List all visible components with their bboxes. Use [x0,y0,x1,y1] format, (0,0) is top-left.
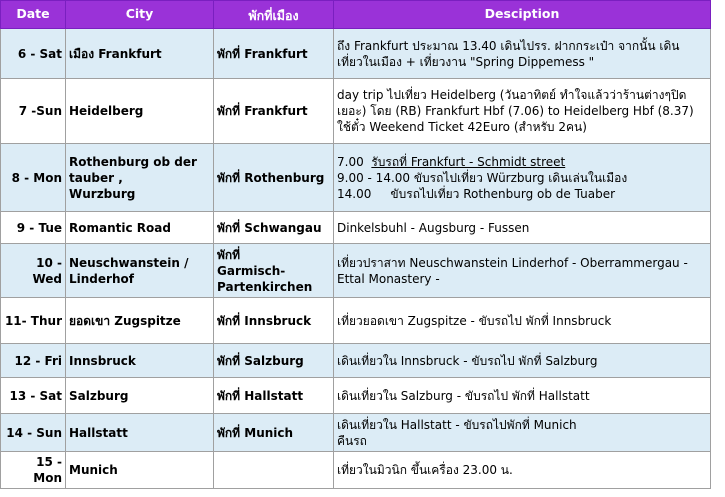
row-date: 15 - Mon [1,452,66,489]
row-description [334,378,711,414]
row-city: Salzburg [66,378,214,414]
desc-line: Ettal Monastery - [337,271,440,286]
table-row [1,378,711,414]
city-line: Neuschwanstein / [69,255,189,270]
desc-line: เดินเที่ยวใน Innsbruck - ขับรถไป พักที่ Salzburg [337,353,598,368]
row-city [66,244,214,298]
row-date: 12 - Fri [1,344,66,378]
car-pickup-text: รับรถที่ Frankfurt - Schmidt street [371,154,566,169]
row-city: Munich [66,452,214,489]
row-description [334,29,711,79]
table-row [1,452,711,489]
row-city: Innsbruck [66,344,214,378]
desc-line: ถึง Frankfurt ประมาณ 13.40 เดินไปรร. ฝากกระเป๋า จากนั้น เดิน [337,38,680,53]
row-description [334,344,711,378]
row-description [334,298,711,344]
row-date: 7 -Sun [1,79,66,144]
desc-line: เดินเที่ยวใน Hallstatt - ขับรถไปพักที่ Munich [337,417,577,432]
row-date: 11- Thur [1,298,66,344]
header-city: City [66,1,214,29]
table-row [1,79,711,144]
header-description: Desciption [334,1,711,29]
row-date: 10 - Wed [1,244,66,298]
row-description [334,79,711,144]
desc-line [337,154,707,170]
header-date: Date [1,1,66,29]
table-row [1,212,711,244]
header-row [1,1,711,29]
header-stay: พักที่เมือง [214,1,334,29]
row-stay: พักที่ Hallstatt [214,378,334,414]
desc-line: 14.00 ขับรถไปเที่ยว Rothenburg ob de Tuaber [337,186,616,201]
row-stay: พักที่ Innsbruck [214,298,334,344]
row-stay: พักที่ Frankfurt [214,79,334,144]
city-line: Linderhof [69,271,134,286]
table-row [1,414,711,452]
desc-line: เยอะ) โดย (RB) Frankfurt Hbf (7.06) to Heidelberg Hbf (8.37) [337,104,694,118]
row-city: Romantic Road [66,212,214,244]
desc-line: day trip ไปเที่ยว Heidelberg (วันอาทิตย์ ทำใจแล้วว่าร้านต่างๆปิด [337,88,687,102]
row-city [66,144,214,212]
row-stay: พักที่ Rothenburg [214,144,334,212]
stay-line: Partenkirchen [217,279,313,294]
table-row [1,144,711,212]
desc-line: คืนรถ [337,433,367,448]
desc-line: เที่ยวปราสาท Neuschwanstein Linderhof - Oberrammergau - [337,255,688,270]
table-row [1,344,711,378]
row-stay: พักที่ Munich [214,414,334,452]
table-row [1,298,711,344]
row-stay: พักที่ Frankfurt [214,29,334,79]
row-date: 13 - Sat [1,378,66,414]
row-city: เมือง Frankfurt [66,29,214,79]
table-row [1,29,711,79]
row-stay [214,244,334,298]
row-date: 9 - Tue [1,212,66,244]
row-city: ยอดเขา Zugspitze [66,298,214,344]
table-row [1,244,711,298]
city-line: Wurzburg [69,186,136,201]
row-description [334,414,711,452]
row-stay: พักที่ Salzburg [214,344,334,378]
desc-line: ใช้ตั๋ว Weekend Ticket 42Euro (สำหรับ 2คน) [337,120,587,134]
desc-time: 7.00 [337,154,372,169]
desc-line: 9.00 - 14.00 ขับรถไปเที่ยว Würzburg เดินเล่นในเมือง [337,170,628,185]
stay-line: พักที่ [217,247,241,262]
city-line: Rothenburg ob der [69,154,197,169]
desc-line: เที่ยวในเมือง + เที่ยวงาน "Spring Dippemess " [337,54,595,69]
row-description [334,144,711,212]
row-date: 8 - Mon [1,144,66,212]
row-description [334,452,711,489]
city-line: tauber , [69,170,123,185]
row-city: Heidelberg [66,79,214,144]
desc-line: เที่ยวในมิวนิก ขึ้นเครื่อง 23.00 น. [337,463,513,477]
row-date: 6 - Sat [1,29,66,79]
row-city: Hallstatt [66,414,214,452]
row-description [334,244,711,298]
row-date: 14 - Sun [1,414,66,452]
desc-line: Dinkelsbuhl - Augsburg - Fussen [337,220,530,235]
desc-line: เดินเที่ยวใน Salzburg - ขับรถไป พักที่ Hallstatt [337,388,590,403]
row-stay: พักที่ Schwangau [214,212,334,244]
row-description [334,212,711,244]
desc-line: เที่ยวยอดเขา Zugspitze - ขับรถไป พักที่ Innsbruck [337,313,612,328]
row-stay [214,452,334,489]
stay-line: Garmisch- [217,263,286,278]
